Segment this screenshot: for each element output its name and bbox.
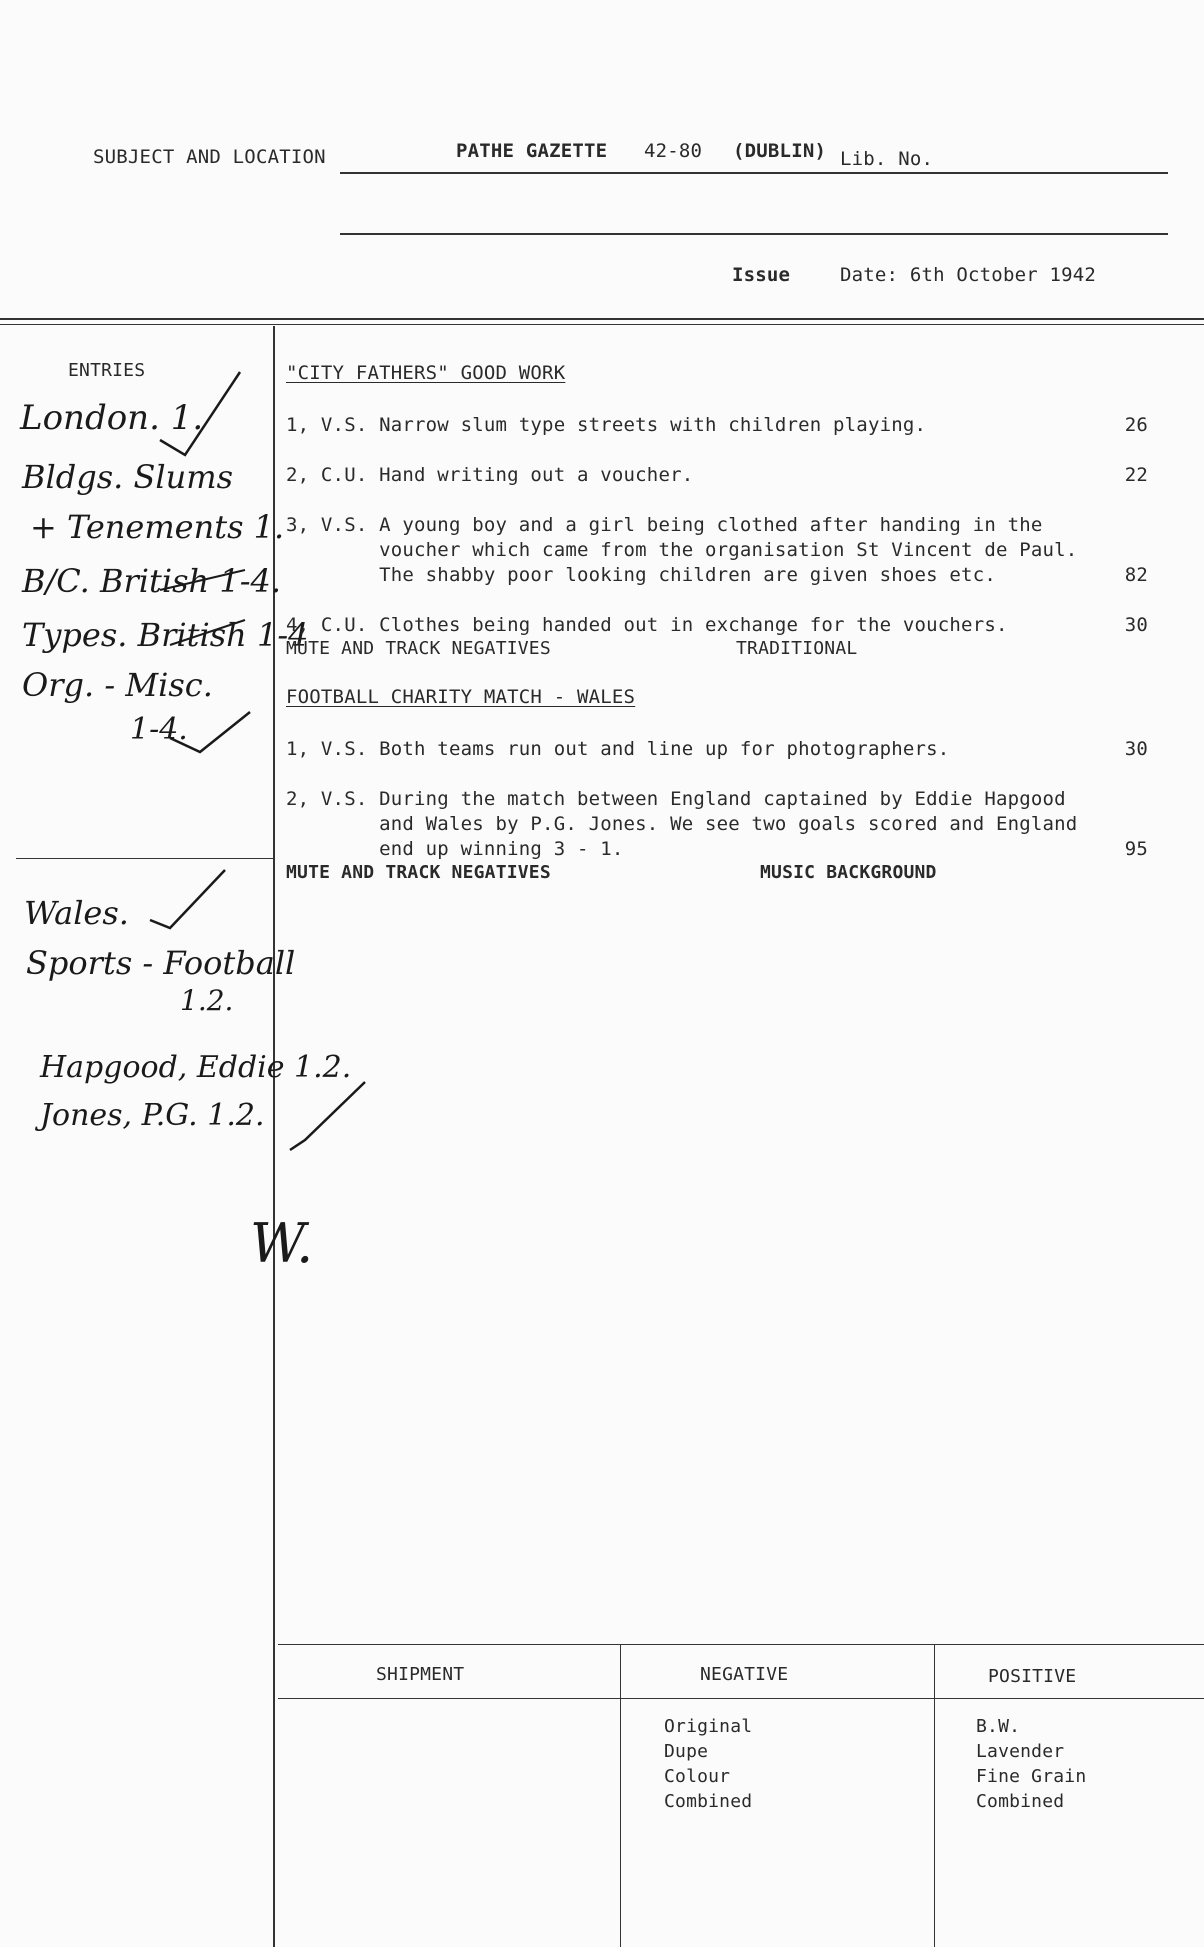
subject-label: SUBJECT AND LOCATION — [93, 146, 326, 168]
story2-shot2-line1: 2, V.S. During the match between England captained by Eddie Hapgood — [286, 788, 1066, 810]
hw-initials: W. — [250, 1212, 314, 1275]
issue-label: Issue — [732, 264, 791, 286]
hw-sports-range: 1.2. — [180, 984, 234, 1017]
negative-item-combined: Combined — [664, 1791, 753, 1812]
story2-neg-label: MUTE AND TRACK NEGATIVES — [286, 862, 551, 883]
footer-header-rule — [278, 1698, 1204, 1699]
negative-item-colour: Colour — [664, 1766, 731, 1787]
hw-bc-british: B/C. British 1-4. — [22, 562, 282, 600]
hw-jones: Jones, P.G. 1.2. — [40, 1098, 265, 1133]
hw-london: London. 1. — [20, 398, 204, 438]
positive-item-combined: Combined — [976, 1791, 1065, 1812]
story1-heading: "CITY FATHERS" GOOD WORK — [286, 362, 566, 384]
checkmark-icon — [150, 870, 225, 928]
story2-shot2-line3: end up winning 3 - 1. — [286, 838, 624, 860]
entries-label: ENTRIES — [68, 360, 146, 381]
hw-hapgood: Hapgood, Eddie 1.2. — [40, 1050, 352, 1085]
story1-shot4-ft: 30 — [1124, 614, 1148, 636]
hw-types-british: Types. British 1-4 — [22, 616, 309, 654]
checkmark-icon — [160, 372, 240, 455]
story2-heading: FOOTBALL CHARITY MATCH - WALES — [286, 686, 636, 708]
hw-org-range: 1-4. — [130, 712, 188, 747]
story1-shot2: 2, C.U. Hand writing out a voucher. — [286, 464, 694, 486]
strike-british-1 — [160, 570, 245, 590]
footer-shipment-label: SHIPMENT — [376, 1664, 465, 1685]
second-underline — [340, 233, 1168, 235]
story2-shot2-line2: and Wales by P.G. Jones. We see two goals scored and England — [286, 813, 1078, 835]
gazette-location: (DUBLIN) — [733, 140, 827, 162]
hw-bldgs: Bldgs. Slums — [22, 458, 234, 496]
checkmark-icon — [170, 712, 250, 752]
story1-shot1-ft: 26 — [1124, 414, 1148, 436]
story2-shot1: 1, V.S. Both teams run out and line up for photographers. — [286, 738, 950, 760]
story1-neg-label: MUTE AND TRACK NEGATIVES — [286, 638, 551, 659]
story1-shot3-line2: voucher which came from the organisation St Vincent de Paul. — [286, 539, 1078, 561]
strike-british-2 — [170, 620, 245, 645]
negative-item-dupe: Dupe — [664, 1741, 709, 1762]
footer-divider-1 — [620, 1645, 621, 1947]
story2-shot1-ft: 30 — [1124, 738, 1148, 760]
story1-shot3-ft: 82 — [1124, 564, 1148, 586]
hw-tenements: + Tenements 1. — [30, 508, 285, 546]
gazette-code: 42-80 — [644, 140, 703, 162]
checkmark-icon — [290, 1082, 365, 1150]
story1-shot1: 1, V.S. Narrow slum type streets with children playing. — [286, 414, 927, 436]
subject-underline — [340, 172, 1168, 174]
positive-item-lavender: Lavender — [976, 1741, 1065, 1762]
story1-shot2-ft: 22 — [1124, 464, 1148, 486]
hw-org-misc: Org. - Misc. — [22, 666, 213, 704]
positive-item-bw: B.W. — [976, 1716, 1021, 1737]
story2-shot2-ft: 95 — [1124, 838, 1148, 860]
issue-date: Date: 6th October 1942 — [840, 264, 1097, 286]
hw-wales: Wales. — [24, 894, 129, 932]
story1-music-label: TRADITIONAL — [736, 638, 858, 659]
story1-shot3-line1: 3, V.S. A young boy and a girl being clothed after handing in the — [286, 514, 1043, 536]
story1-shot3-line3: The shabby poor looking children are given shoes etc. — [286, 564, 996, 586]
negative-item-original: Original — [664, 1716, 753, 1737]
hw-sports: Sports - Football — [26, 944, 296, 982]
footer-positive-label: POSITIVE — [988, 1666, 1077, 1687]
footer-top-rule — [278, 1644, 1204, 1645]
footer-negative-label: NEGATIVE — [700, 1664, 789, 1685]
footer-divider-2 — [934, 1645, 935, 1947]
lib-label: Lib. No. — [840, 148, 934, 170]
story2-music-label: MUSIC BACKGROUND — [760, 862, 937, 883]
story1-shot4: 4, C.U. Clothes being handed out in exchange for the vouchers. — [286, 614, 1008, 636]
positive-item-finegrain: Fine Grain — [976, 1766, 1087, 1787]
gazette-title: PATHE GAZETTE — [456, 140, 608, 162]
